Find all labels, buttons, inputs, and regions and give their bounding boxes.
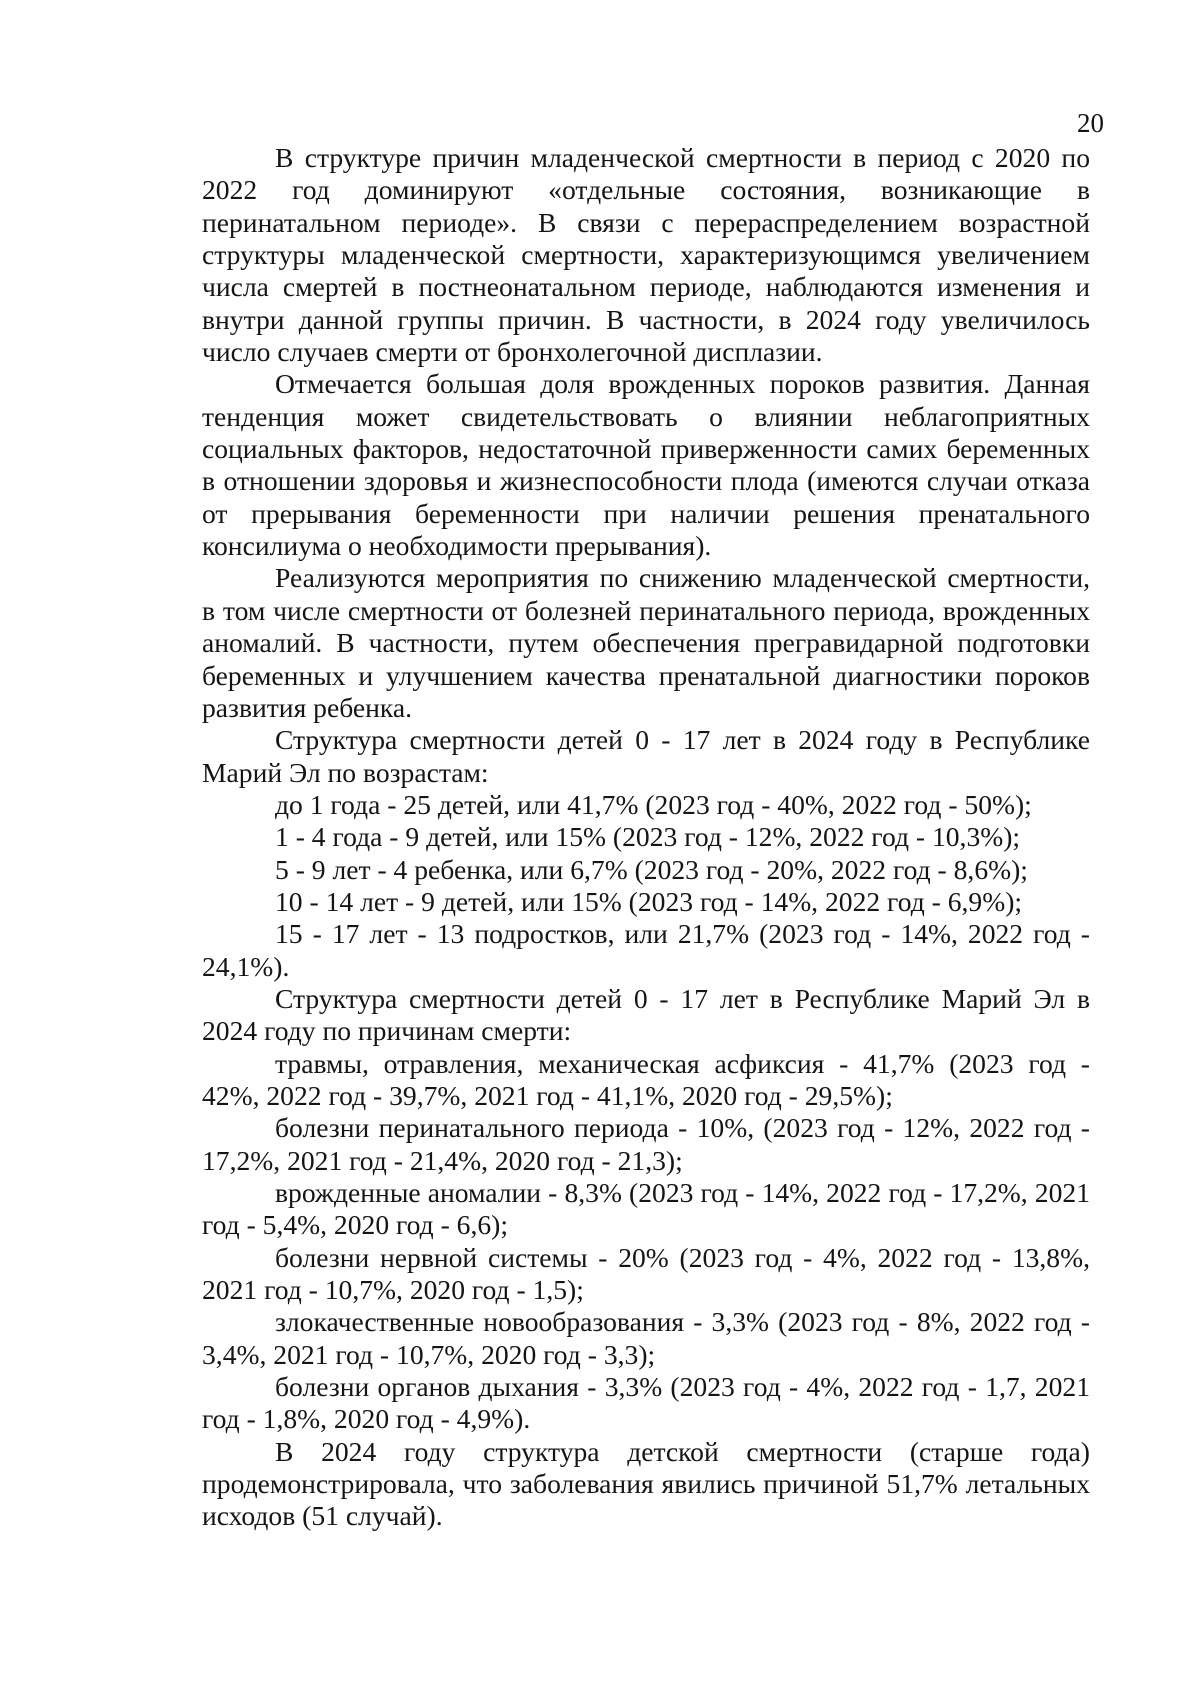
age-item-15-17: 15 - 17 лет - 13 подростков, или 21,7% (2023 год - 14%, 2022 год - 24,1%). (202, 918, 1090, 982)
paragraph-measures: Реализуются мероприятия по снижению младенческой смертности, в том числе смертности от болезней перинатального периода, врожденных аномалий. В частности, путем обеспечения прегравидарной подготовки беременных и улучшением качества пренатальной диагностики пороков развития ребенка. (202, 562, 1090, 723)
age-item-10-14: 10 - 14 лет - 9 детей, или 15% (2023 год - 14%, 2022 год - 6,9%); (275, 885, 1023, 917)
paragraph-congenital-defects: Отмечается большая доля врожденных пороков развития. Данная тенденция может свидетельствовать о влиянии неблагоприятных социальных факторов, недостаточной приверженности самих беременных в отношении здоровья и жизнеспособности плода (имеются случаи отказа от прерывания беременности при наличии решения пренатального консилиума о необходимости прерывания). (202, 368, 1090, 562)
cause-item-nervous-system: болезни нервной системы - 20% (2023 год - 4%, 2022 год - 13,8%, 2021 год - 10,7%, 2020 год - 1,5); (202, 1241, 1090, 1306)
paragraph-structure-by-cause-heading: Структура смертности детей 0 - 17 лет в Республике Марий Эл в 2024 году по причинам смерти: (202, 982, 1090, 1047)
age-item-under-1: до 1 года - 25 детей, или 41,7% (2023 год - 40%, 2022 год - 50%); (275, 788, 1032, 820)
paragraph-structure-by-age-heading: Структура смертности детей 0 - 17 лет в 2024 году в Республике Марий Эл по возрастам: (202, 724, 1090, 788)
paragraph-conclusion: В 2024 году структура детской смертности (старше года) продемонстрировала, что заболевания явились причиной 51,7% летальных исходов (51 случай). (202, 1435, 1090, 1532)
cause-item-congenital: врожденные аномалии - 8,3% (2023 год - 14%, 2022 год - 17,2%, 2021 год - 5,4%, 2020 год - 6,6); (202, 1177, 1090, 1241)
age-item-5-9: 5 - 9 лет - 4 ребенка, или 6,7% (2023 год - 20%, 2022 год - 8,6%); (275, 853, 1028, 885)
age-item-1-4: 1 - 4 года - 9 детей, или 15% (2023 год - 12%, 2022 год - 10,3%); (275, 821, 1021, 853)
cause-item-injuries: травмы, отравления, механическая асфиксия - 41,7% (2023 год - 42%, 2022 год - 39,7%, 2021 год - 41,1%, 2020 год - 29,5%); (202, 1047, 1090, 1111)
cause-item-respiratory: болезни органов дыхания - 3,3% (2023 год - 4%, 2022 год - 1,7, 2021 год - 1,8%, 2020 год - 4,9%). (202, 1371, 1090, 1435)
paragraph-infant-mortality-causes: В структуре причин младенческой смертности в период с 2020 по 2022 год доминируют «отдельные состояния, возникающие в перинатальном периоде». В связи с перераспределением возрастной структуры младенческой смертности, характеризующимся увеличением числа смертей в постнеонатальном периоде, наблюдаются изменения и внутри данной группы причин. В частности, в 2024 году увеличилось число случаев смерти от бронхолегочной дисплазии. (202, 142, 1090, 368)
page-number: 20 (1077, 108, 1104, 138)
cause-item-perinatal: болезни перинатального периода - 10%, (2023 год - 12%, 2022 год - 17,2%, 2021 год - 21,4%, 2020 год - 21,3); (202, 1112, 1090, 1176)
document-body (202, 142, 1090, 1533)
cause-item-neoplasms: злокачественные новообразования - 3,3% (2023 год - 8%, 2022 год - 3,4%, 2021 год - 10,7%, 2020 год - 3,3); (202, 1306, 1090, 1370)
